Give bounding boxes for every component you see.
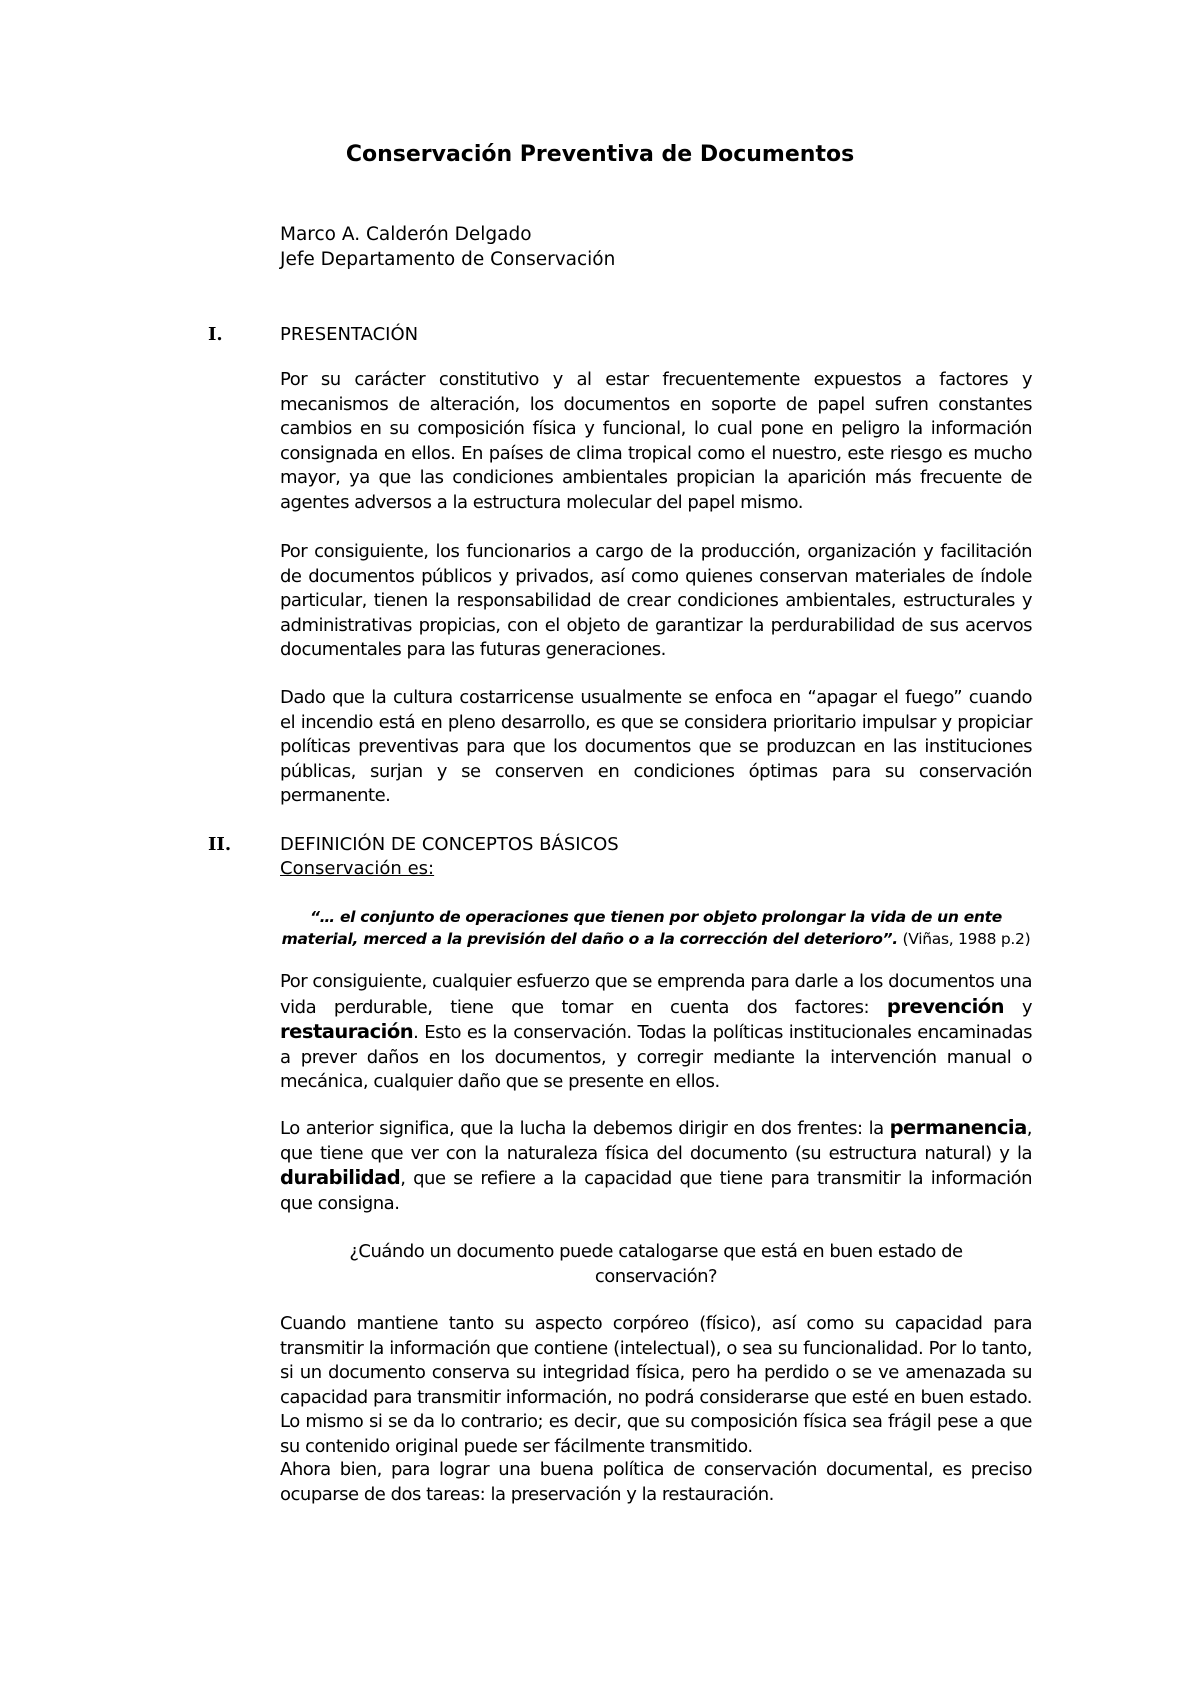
subheading-conservacion <box>280 858 434 879</box>
paragraph-6: Cuando mantiene tanto su aspecto corpóreo (físico), así como su capacidad para transmitir la información que contiene (intelectual), o sea su funcionalidad. Por lo tanto, si un documento conserva su integridad física, pero ha perdido o se ve amenazada su capacidad para transmitir información, no podrá considerarse que esté en buen estado. Lo mismo si se da lo contrario; es decir, que su composición física sea frágil pese a que su contenido original puede ser fácilmente transmitido. <box>280 1313 1032 1457</box>
paragraph-3: Dado que la cultura costarricense usualmente se enfoca en “apagar el fuego” cuando el incendio está en pleno desarrollo, es que se considera prioritario impulsar y propiciar políticas preventivas para que los documentos que se produzcan en las instituciones públicas, surjan y se conserven en condiciones óptimas para su conservación permanente. <box>280 687 1032 806</box>
paragraph-5 <box>280 1116 1032 1216</box>
p4-text-c: y <box>1004 996 1033 1018</box>
quote-text: “… el conjunto de operaciones que tienen por objeto prolongar la vida de un ente material, merced a la previsión del daño o a la corrección del deterioro”. <box>281 908 1002 948</box>
quote-citation: (Viñas, 1988 p.2) <box>897 930 1031 948</box>
subheading-colon: : <box>428 858 435 879</box>
question-block <box>280 1240 1032 1289</box>
p5-text-c: , que tiene que ver con la naturaleza física del documento (su estructura natural) y la <box>280 1118 1032 1164</box>
p5-bold-durabilidad: durabilidad <box>280 1166 401 1189</box>
author-name: Marco A. Calderón Delgado <box>280 224 532 245</box>
p5-bold-permanencia: permanencia <box>889 1116 1027 1139</box>
section-2-number: II. <box>208 834 232 855</box>
question-line-2: conservación? <box>594 1265 718 1287</box>
p4-bold-prevencion: prevención <box>886 994 1005 1018</box>
p4-text-a: Por consiguiente, cualquier esfuerzo que se emprenda para darle a los documentos una vida perdurable, tiene que tomar en cuenta dos factores: <box>280 971 1032 1018</box>
p5-text-d: , que se refiere a la capacidad que tiene para transmitir la información que consigna. <box>280 1168 1032 1214</box>
p5-text-a: Lo anterior significa, que la lucha la debemos dirigir en dos frentes: la <box>280 1118 890 1139</box>
section-1-heading: PRESENTACIÓN <box>280 324 419 345</box>
paragraph-1: Por su carácter constitutivo y al estar frecuentemente expuestos a factores y mecanismos de alteración, los documentos en soporte de papel sufren constantes cambios en su composición física y funcional, lo cual pone en peligro la información consignada en ellos. En países de clima tropical como el nuestro, este riesgo es mucho mayor, ya que las condiciones ambientales propician la aparición más frecuente de agentes adversos a la estructura molecular del papel mismo. <box>280 369 1032 513</box>
author-block <box>280 222 615 272</box>
p4-bold-restauracion: restauración <box>280 1020 414 1043</box>
document-title: Conservación Preventiva de Documentos <box>345 142 855 167</box>
section-1-number: I. <box>208 324 223 345</box>
definition-quote <box>280 906 1032 950</box>
paragraph-4 <box>280 970 1032 1095</box>
p4-text-d: . Esto es la conservación. Todas la políticas institucionales encaminadas a prever daños en los documentos, y corregir mediante la intervención manual o mecánica, cualquier daño que se presente en ellos. <box>280 1022 1032 1092</box>
paragraph-7: Ahora bien, para lograr una buena política de conservación documental, es preciso ocuparse de dos tareas: la preservación y la restauración. <box>280 1459 1032 1505</box>
question-line-1: ¿Cuándo un documento puede catalogarse que está en buen estado de <box>349 1241 963 1262</box>
paragraph-2: Por consiguiente, los funcionarios a cargo de la producción, organización y facilitación de documentos públicos y privados, así como quienes conservan materiales de índole particular, tienen la responsabilidad de crear condiciones ambientales, estructurales y administrativas propicias, con el objeto de garantizar la perdurabilidad de sus acervos documentales para las futuras generaciones. <box>280 541 1032 660</box>
author-role: Jefe Departamento de Conservación <box>280 249 616 270</box>
subheading-text: Conservación es <box>280 858 429 879</box>
section-2-heading: DEFINICIÓN DE CONCEPTOS BÁSICOS <box>280 834 619 855</box>
